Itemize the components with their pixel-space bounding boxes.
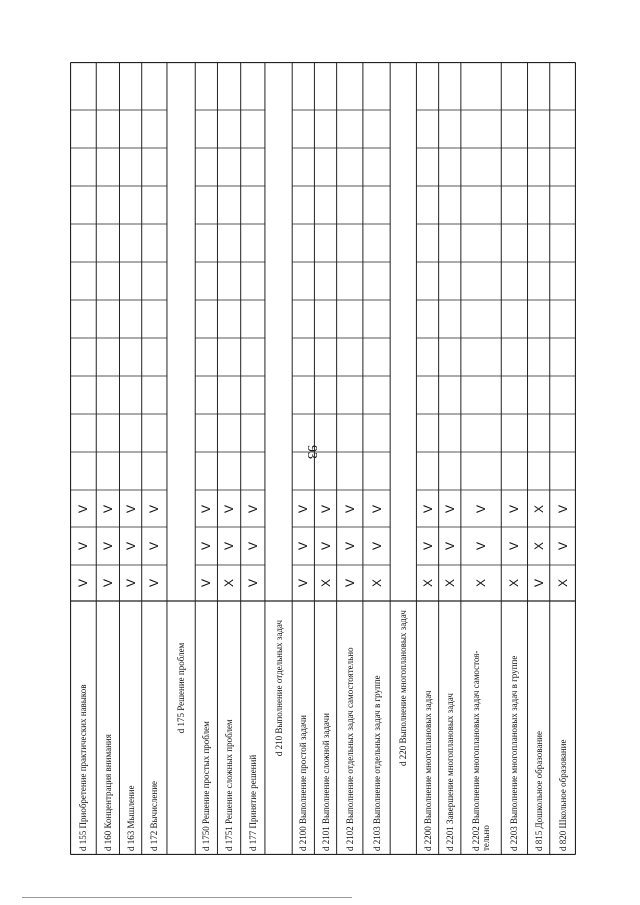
grade-mark: V <box>123 504 138 513</box>
row-label: d 2202 Выполнение многоплановых задач самостоя- тельно <box>471 650 492 851</box>
section-label: d 210 Выполнение отдельных задач <box>273 619 284 757</box>
grade-mark: X <box>420 578 435 588</box>
section-label: d 220 Выполнение многоплановых задач <box>398 610 409 766</box>
grade-mark: V <box>199 504 214 513</box>
grade-mark: V <box>369 504 384 513</box>
grade-mark: V <box>507 541 522 551</box>
grade-mark: V <box>296 578 311 588</box>
grade-mark: V <box>474 504 489 513</box>
grade-mark: V <box>100 578 115 588</box>
row-label: d 1751 Решение сложных проблем <box>224 719 235 851</box>
row-label: d 155 Приобретение практических навыков <box>78 684 89 851</box>
row-label: d 2102 Выполнение отдельных задач самостоятельно <box>344 647 355 851</box>
row-label: d 177 Принятие решений <box>247 754 258 851</box>
scan-edge-line <box>22 897 352 898</box>
grade-mark: V <box>199 578 214 588</box>
grade-mark: V <box>296 504 311 513</box>
grade-mark: V <box>342 504 357 513</box>
grade-mark: X <box>442 578 457 588</box>
grade-mark: V <box>76 578 91 588</box>
grade-mark: V <box>296 541 311 551</box>
grade-mark: V <box>222 541 237 551</box>
row-label: d 160 Концентрация внимания <box>102 734 113 851</box>
grade-mark: V <box>245 504 260 513</box>
page-number: 93 <box>304 445 319 459</box>
grade-mark: V <box>147 504 162 513</box>
grade-mark: X <box>507 578 522 588</box>
grade-mark: V <box>442 541 457 551</box>
row-label: d 2101 Выполнение сложной задачи <box>320 713 331 851</box>
grade-mark: V <box>442 504 457 513</box>
grade-mark: V <box>420 541 435 551</box>
grade-mark: V <box>555 541 570 551</box>
row-label: d 815 Дошкольное образование <box>533 731 544 851</box>
grade-mark: X <box>555 578 570 588</box>
grade-mark: V <box>100 541 115 551</box>
row-label: d 172 Вычисление <box>149 780 160 851</box>
row-label: d 2201 Завершение многоплановых задач <box>444 693 455 851</box>
row-label: d 163 Мышление <box>125 785 136 851</box>
grade-mark: V <box>420 504 435 513</box>
grade-mark: V <box>342 541 357 551</box>
grade-mark: V <box>369 541 384 551</box>
grade-mark: V <box>199 541 214 551</box>
section-label: d 175 Решение проблем <box>176 642 187 734</box>
grade-mark: V <box>474 541 489 551</box>
grade-mark: V <box>222 504 237 513</box>
assessment-table <box>70 62 576 855</box>
grade-mark: V <box>531 578 546 588</box>
row-label: d 1750 Решение простых проблем <box>201 721 212 851</box>
grade-mark: V <box>245 578 260 588</box>
grade-mark: X <box>531 541 546 551</box>
grade-mark: V <box>100 504 115 513</box>
row-label: d 820 Школьное образование <box>557 739 568 851</box>
grade-mark: X <box>222 578 237 588</box>
row-label: d 2103 Выполнение отдельных задач в группе <box>371 675 382 851</box>
row-label: d 2200 Выполнение многоплановых задач <box>422 690 433 851</box>
grade-mark: V <box>147 541 162 551</box>
grade-mark: X <box>318 578 333 588</box>
grade-mark: V <box>123 578 138 588</box>
grade-mark: V <box>507 504 522 513</box>
grade-mark: X <box>474 578 489 588</box>
grade-mark: X <box>531 504 546 513</box>
grade-mark: V <box>76 541 91 551</box>
grade-mark: V <box>555 504 570 513</box>
row-label: d 2100 Выполнение простой задачи <box>298 715 309 851</box>
grade-mark: V <box>245 541 260 551</box>
grade-mark: V <box>318 504 333 513</box>
grade-mark: V <box>318 541 333 551</box>
grade-mark: V <box>147 578 162 588</box>
row-label: d 2203 Выполнение многоплановых задач в группе <box>509 655 520 851</box>
grade-mark: X <box>369 578 384 588</box>
grade-mark: V <box>76 504 91 513</box>
grade-mark: V <box>342 578 357 588</box>
grade-mark: V <box>123 541 138 551</box>
